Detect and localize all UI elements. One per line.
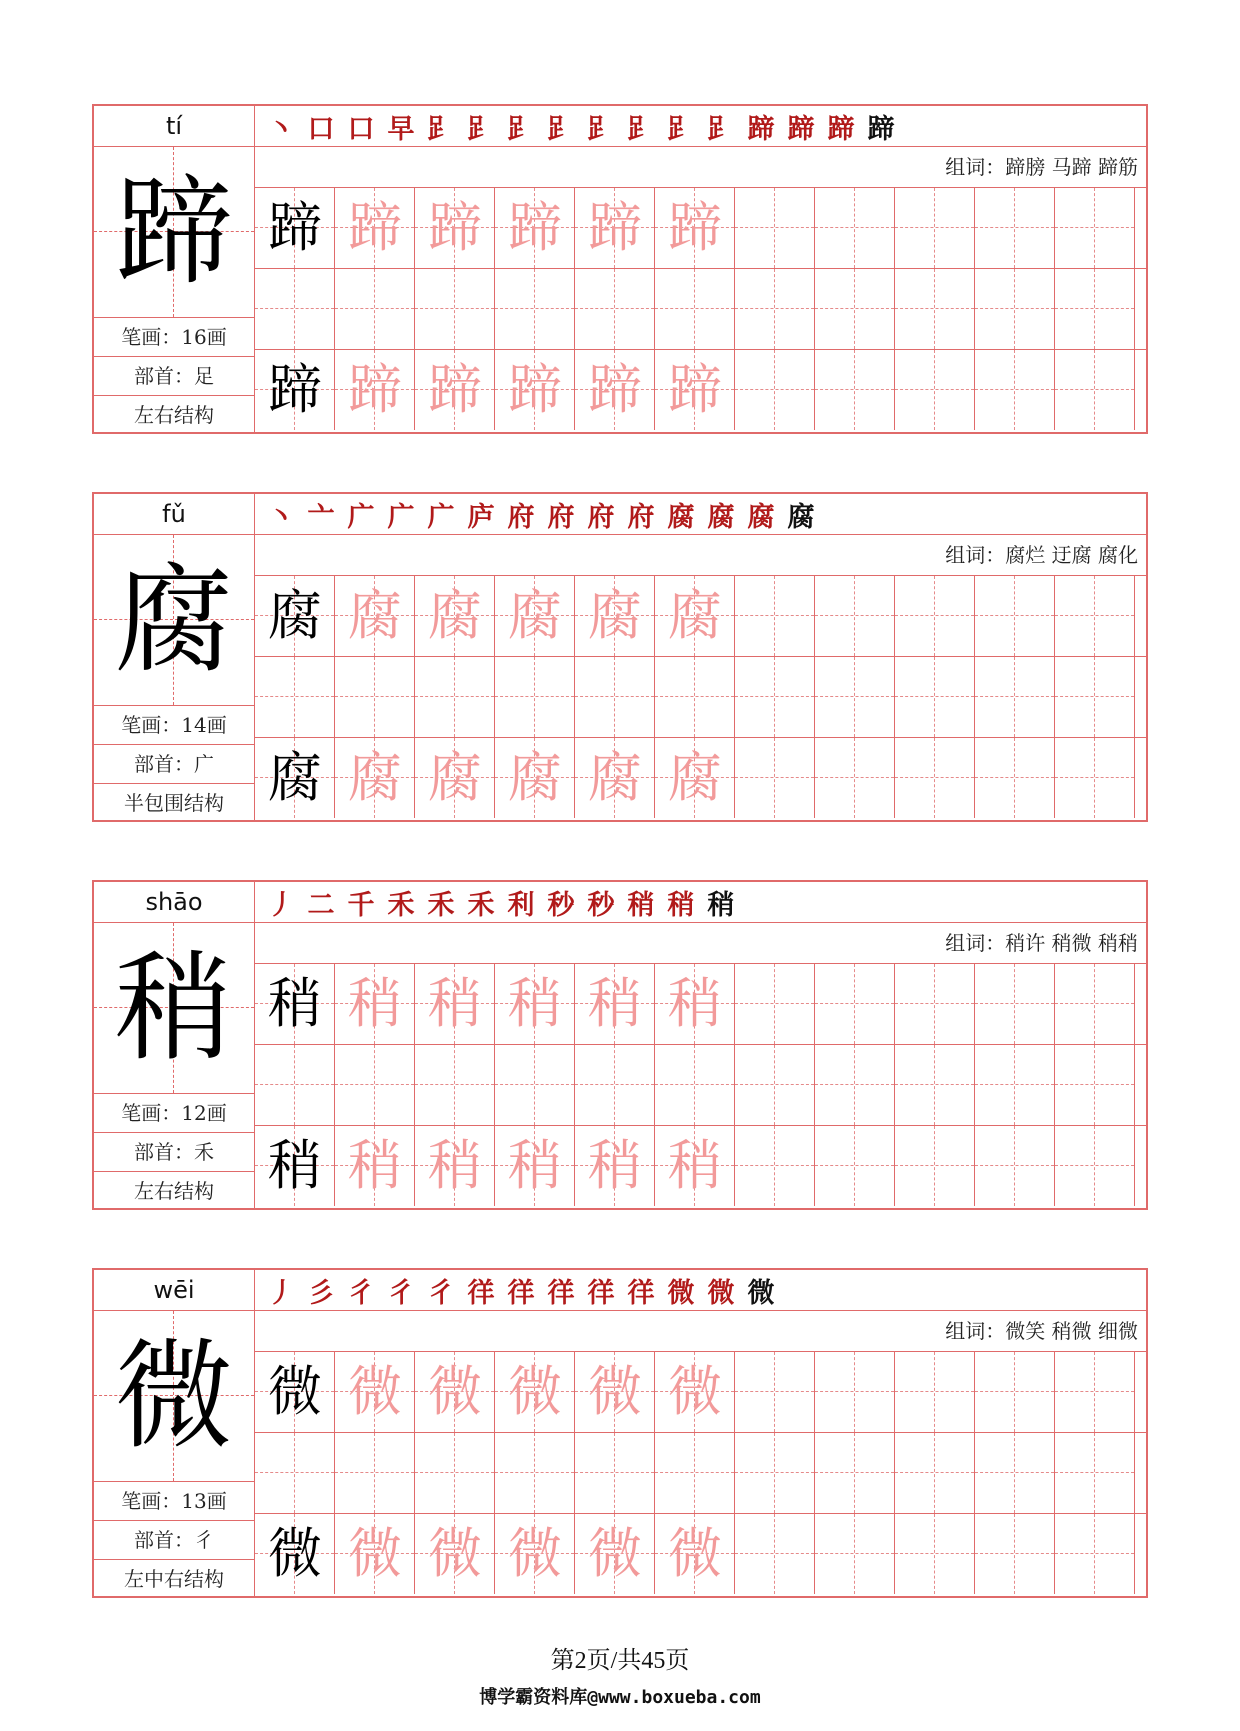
practice-cell[interactable]: [255, 964, 335, 1044]
practice-cell[interactable]: [575, 576, 655, 656]
practice-cell[interactable]: [495, 657, 575, 737]
practice-row: [255, 1045, 1146, 1126]
practice-cell[interactable]: [495, 964, 575, 1044]
practice-row: [255, 964, 1146, 1045]
practice-cell[interactable]: [975, 188, 1055, 268]
stroke-step: 彡: [307, 1277, 335, 1309]
practice-cell[interactable]: [335, 1045, 415, 1125]
trace-character: 腐: [588, 584, 642, 647]
practice-cell[interactable]: [495, 1352, 575, 1432]
practice-cell[interactable]: [255, 1126, 335, 1206]
practice-cell[interactable]: [895, 738, 975, 818]
structure: 左中右结构: [124, 1567, 224, 1591]
trace-character: 微: [428, 1360, 482, 1423]
big-character: 微: [114, 1327, 233, 1465]
structure: 左右结构: [134, 403, 214, 427]
trace-character: 腐: [508, 584, 562, 647]
stroke-step: 丶: [267, 501, 295, 533]
big-character: 腐: [114, 551, 233, 689]
big-character-box: [94, 535, 254, 706]
practice-cell[interactable]: [495, 576, 575, 656]
trace-character: 微: [508, 1522, 562, 1585]
stroke-order: [255, 882, 1146, 923]
practice-cell[interactable]: [1055, 1514, 1135, 1594]
practice-cell[interactable]: [815, 188, 895, 268]
practice-cell[interactable]: [335, 1433, 415, 1513]
character-card: [92, 880, 1148, 1210]
practice-cell[interactable]: [335, 964, 415, 1044]
trace-character: 微: [588, 1360, 642, 1423]
trace-character: 稍: [348, 972, 402, 1035]
practice-cell[interactable]: [335, 1514, 415, 1594]
stroke-step: 丿: [267, 889, 295, 921]
stroke-step: 府: [507, 501, 535, 533]
trace-character: 蹄: [428, 196, 482, 259]
practice-cell[interactable]: [335, 1352, 415, 1432]
practice-cell[interactable]: [655, 1126, 735, 1206]
stroke-order: [255, 494, 1146, 535]
practice-cell[interactable]: [735, 964, 815, 1044]
practice-cell[interactable]: [975, 269, 1055, 349]
practice-cell[interactable]: [975, 1045, 1055, 1125]
stroke-step: 禾: [427, 889, 455, 921]
practice-cell[interactable]: [815, 1433, 895, 1513]
practice-cell[interactable]: [815, 1352, 895, 1432]
trace-character: 稍: [668, 972, 722, 1035]
practice-cell[interactable]: [255, 188, 335, 268]
practice-cell[interactable]: [735, 1045, 815, 1125]
practice-row: [255, 1126, 1146, 1206]
practice-row: [255, 188, 1146, 269]
practice-cell[interactable]: [495, 738, 575, 818]
practice-cell[interactable]: [895, 576, 975, 656]
trace-character: 稍: [508, 1134, 562, 1197]
stroke-step: 𧾷: [667, 113, 695, 145]
big-character-box: [94, 147, 254, 318]
stroke-step: 微: [667, 1277, 695, 1309]
practice-cell[interactable]: [1055, 269, 1135, 349]
practice-cell[interactable]: [415, 188, 495, 268]
pinyin: tí: [94, 106, 254, 147]
practice-cell[interactable]: [335, 657, 415, 737]
model-character: 微: [268, 1360, 322, 1423]
stroke-step: 𧾷: [627, 113, 655, 145]
practice-cell[interactable]: [575, 738, 655, 818]
trace-character: 稍: [588, 1134, 642, 1197]
practice-cell[interactable]: [735, 188, 815, 268]
pinyin: wēi: [94, 1270, 254, 1311]
stroke-step: 徉: [507, 1277, 535, 1309]
character-card: [92, 1268, 1148, 1598]
stroke-step: 二: [307, 889, 335, 921]
practice-cell[interactable]: [1055, 1433, 1135, 1513]
practice-cell[interactable]: [335, 738, 415, 818]
practice-cell[interactable]: [975, 738, 1055, 818]
practice-cell[interactable]: [255, 1433, 335, 1513]
stroke-step: 𧾷: [547, 113, 575, 145]
practice-cell[interactable]: [735, 1352, 815, 1432]
practice-cell[interactable]: [1055, 1126, 1135, 1206]
stroke-step: 禾: [467, 889, 495, 921]
stroke-step: 腐: [747, 501, 775, 533]
stroke-step: 广: [427, 501, 455, 533]
practice-cell[interactable]: [815, 576, 895, 656]
trace-character: 微: [348, 1360, 402, 1423]
radical: 部首：禾: [94, 1133, 254, 1172]
trace-character: 蹄: [348, 358, 402, 421]
practice-cell[interactable]: [975, 576, 1055, 656]
stroke-step: 丶: [267, 113, 295, 145]
structure: 左右结构: [134, 1179, 214, 1203]
character-info-panel: [94, 106, 255, 432]
practice-cell[interactable]: [335, 350, 415, 430]
trace-character: 腐: [348, 584, 402, 647]
practice-cell[interactable]: [1055, 188, 1135, 268]
stroke-step: 𧾷: [427, 113, 455, 145]
stroke-step: 千: [347, 889, 375, 921]
big-character-box: [94, 923, 254, 1094]
practice-cell[interactable]: [575, 1514, 655, 1594]
trace-character: 蹄: [508, 358, 562, 421]
radical: 部首：彳: [94, 1521, 254, 1560]
practice-cell[interactable]: [415, 738, 495, 818]
practice-cell[interactable]: [495, 1126, 575, 1206]
practice-row: [255, 657, 1146, 738]
word-examples: 组词：蹄膀 马蹄 蹄筋: [255, 147, 1146, 188]
practice-cell[interactable]: [895, 1126, 975, 1206]
stroke-step: 𧾷: [467, 113, 495, 145]
practice-cell[interactable]: [415, 657, 495, 737]
trace-character: 腐: [428, 746, 482, 809]
practice-cell[interactable]: [575, 964, 655, 1044]
practice-cell[interactable]: [255, 576, 335, 656]
big-character: 稍: [114, 939, 233, 1077]
practice-cell[interactable]: [735, 576, 815, 656]
practice-cell[interactable]: [495, 188, 575, 268]
practice-cell[interactable]: [575, 1126, 655, 1206]
practice-cell[interactable]: [895, 1352, 975, 1432]
practice-cell[interactable]: [255, 657, 335, 737]
practice-cell[interactable]: [735, 1433, 815, 1513]
stroke-step: 彳: [387, 1277, 415, 1309]
pinyin: shāo: [94, 882, 254, 923]
trace-character: 稍: [428, 1134, 482, 1197]
practice-cell[interactable]: [815, 269, 895, 349]
practice-cell[interactable]: [815, 1045, 895, 1125]
practice-cell[interactable]: [895, 350, 975, 430]
site-watermark: 博学霸资料库@www.boxueba.com: [479, 1687, 761, 1708]
stroke-step: 口: [307, 113, 335, 145]
practice-cell[interactable]: [575, 350, 655, 430]
stroke-count: 笔画：13画: [94, 1482, 254, 1521]
big-character: 蹄: [114, 163, 233, 301]
stroke-step: 丿: [267, 1277, 295, 1309]
practice-row: [255, 1514, 1146, 1594]
practice-cell[interactable]: [975, 1433, 1055, 1513]
trace-character: 腐: [428, 584, 482, 647]
model-character: 蹄: [268, 196, 322, 259]
practice-cell[interactable]: [815, 964, 895, 1044]
practice-cell[interactable]: [1055, 350, 1135, 430]
practice-cell[interactable]: [655, 1514, 735, 1594]
practice-cell[interactable]: [975, 964, 1055, 1044]
character-card: [92, 492, 1148, 822]
trace-character: 腐: [348, 746, 402, 809]
practice-cell[interactable]: [895, 269, 975, 349]
practice-cell[interactable]: [895, 1514, 975, 1594]
model-character: 稍: [268, 972, 322, 1035]
practice-cell[interactable]: [415, 350, 495, 430]
radical: 部首：足: [94, 357, 254, 396]
stroke-step: 腐: [667, 501, 695, 533]
model-character: 腐: [268, 584, 322, 647]
practice-cell[interactable]: [415, 1352, 495, 1432]
practice-cell[interactable]: [655, 964, 735, 1044]
practice-cell[interactable]: [655, 1045, 735, 1125]
stroke-step: 早: [387, 113, 415, 145]
practice-cell[interactable]: [575, 188, 655, 268]
stroke-step: 蹄: [747, 113, 775, 145]
practice-cell[interactable]: [415, 269, 495, 349]
stroke-step: 徉: [587, 1277, 615, 1309]
structure: 半包围结构: [124, 791, 224, 815]
practice-row: [255, 350, 1146, 430]
practice-cell[interactable]: [975, 350, 1055, 430]
stroke-step: 微: [707, 1277, 735, 1309]
trace-character: 蹄: [668, 358, 722, 421]
practice-cell[interactable]: [255, 1514, 335, 1594]
practice-cell[interactable]: [895, 964, 975, 1044]
practice-cell[interactable]: [575, 1045, 655, 1125]
stroke-step: 徉: [467, 1277, 495, 1309]
practice-cell[interactable]: [895, 657, 975, 737]
practice-cell[interactable]: [575, 657, 655, 737]
practice-cell[interactable]: [975, 1126, 1055, 1206]
practice-cell[interactable]: [735, 657, 815, 737]
practice-cell[interactable]: [495, 350, 575, 430]
stroke-count: 笔画：12画: [94, 1094, 254, 1133]
stroke-step: 广: [387, 501, 415, 533]
stroke-step: 腐: [707, 501, 735, 533]
trace-character: 稍: [668, 1134, 722, 1197]
character-info-panel: [94, 1270, 255, 1596]
practice-cell[interactable]: [335, 269, 415, 349]
stroke-step: 𧾷: [707, 113, 735, 145]
practice-cell[interactable]: [1055, 738, 1135, 818]
practice-row: [255, 269, 1146, 350]
stroke-step: 利: [507, 889, 535, 921]
practice-cell[interactable]: [815, 350, 895, 430]
practice-cell[interactable]: [255, 738, 335, 818]
practice-cell[interactable]: [895, 1045, 975, 1125]
stroke-count: 笔画：14画: [94, 706, 254, 745]
stroke-step: 禾: [387, 889, 415, 921]
stroke-step: 彳: [427, 1277, 455, 1309]
stroke-step: 徉: [547, 1277, 575, 1309]
stroke-step: 徉: [627, 1277, 655, 1309]
practice-cell[interactable]: [415, 1433, 495, 1513]
trace-character: 微: [668, 1522, 722, 1585]
practice-cell[interactable]: [655, 1433, 735, 1513]
practice-row: [255, 1433, 1146, 1514]
pinyin: fǔ: [94, 494, 254, 535]
practice-cell[interactable]: [815, 1126, 895, 1206]
practice-row: [255, 576, 1146, 657]
stroke-step: 口: [347, 113, 375, 145]
practice-cell[interactable]: [575, 1352, 655, 1432]
practice-cell[interactable]: [335, 188, 415, 268]
character-info-panel: [94, 882, 255, 1208]
model-character: 微: [268, 1522, 322, 1585]
word-examples: 组词：微笑 稍微 细微: [255, 1311, 1146, 1352]
trace-character: 稍: [588, 972, 642, 1035]
practice-cell[interactable]: [655, 576, 735, 656]
stroke-count: 笔画：16画: [94, 318, 254, 357]
stroke-step: 庐: [467, 501, 495, 533]
practice-cell[interactable]: [655, 1352, 735, 1432]
practice-cell[interactable]: [735, 738, 815, 818]
practice-cell[interactable]: [975, 1514, 1055, 1594]
stroke-step: 稍: [667, 889, 695, 921]
practice-cell[interactable]: [335, 1126, 415, 1206]
page-number: 第2页/共45页: [550, 1648, 690, 1674]
big-character-box: [94, 1311, 254, 1482]
stroke-step: 腐: [787, 501, 815, 533]
practice-cell[interactable]: [655, 738, 735, 818]
practice-cell[interactable]: [415, 1126, 495, 1206]
practice-cell[interactable]: [815, 738, 895, 818]
practice-cell[interactable]: [975, 1352, 1055, 1432]
practice-cell[interactable]: [735, 350, 815, 430]
practice-cell[interactable]: [895, 188, 975, 268]
practice-cell[interactable]: [655, 188, 735, 268]
stroke-step: 彳: [347, 1277, 375, 1309]
trace-character: 微: [668, 1360, 722, 1423]
model-character: 稍: [268, 1134, 322, 1197]
practice-row: [255, 738, 1146, 818]
character-info-panel: [94, 494, 255, 820]
trace-character: 微: [588, 1522, 642, 1585]
trace-character: 稍: [428, 972, 482, 1035]
practice-cell[interactable]: [415, 1514, 495, 1594]
model-character: 腐: [268, 746, 322, 809]
practice-cell[interactable]: [255, 1045, 335, 1125]
model-character: 蹄: [268, 358, 322, 421]
practice-cell[interactable]: [1055, 964, 1135, 1044]
trace-character: 微: [508, 1360, 562, 1423]
trace-character: 蹄: [348, 196, 402, 259]
practice-cell[interactable]: [1055, 657, 1135, 737]
stroke-step: 𧾷: [587, 113, 615, 145]
trace-character: 稍: [348, 1134, 402, 1197]
stroke-step: 𧾷: [507, 113, 535, 145]
stroke-step: 秒: [587, 889, 615, 921]
trace-character: 腐: [668, 584, 722, 647]
practice-cell[interactable]: [495, 1045, 575, 1125]
stroke-step: 稍: [707, 889, 735, 921]
trace-character: 蹄: [588, 358, 642, 421]
word-examples: 组词：腐烂 迂腐 腐化: [255, 535, 1146, 576]
stroke-step: 亠: [307, 501, 335, 533]
trace-character: 腐: [508, 746, 562, 809]
stroke-order: [255, 1270, 1146, 1311]
trace-character: 微: [428, 1522, 482, 1585]
practice-row: [255, 1352, 1146, 1433]
practice-cell[interactable]: [895, 1433, 975, 1513]
trace-character: 腐: [588, 746, 642, 809]
practice-cell[interactable]: [655, 657, 735, 737]
practice-cell[interactable]: [335, 576, 415, 656]
stroke-step: 蹄: [787, 113, 815, 145]
stroke-step: 微: [747, 1277, 775, 1309]
stroke-order: [255, 106, 1146, 147]
trace-character: 蹄: [428, 358, 482, 421]
stroke-step: 广: [347, 501, 375, 533]
practice-cell[interactable]: [975, 657, 1055, 737]
character-card: [92, 104, 1148, 434]
word-examples: 组词：稍许 稍微 稍稍: [255, 923, 1146, 964]
practice-cell[interactable]: [815, 657, 895, 737]
practice-cell[interactable]: [415, 964, 495, 1044]
practice-cell[interactable]: [655, 269, 735, 349]
practice-cell[interactable]: [1055, 1352, 1135, 1432]
trace-character: 微: [348, 1522, 402, 1585]
practice-cell[interactable]: [255, 350, 335, 430]
trace-character: 稍: [508, 972, 562, 1035]
stroke-step: 蹄: [827, 113, 855, 145]
radical: 部首：广: [94, 745, 254, 784]
trace-character: 蹄: [588, 196, 642, 259]
practice-cell[interactable]: [1055, 576, 1135, 656]
stroke-step: 稍: [627, 889, 655, 921]
practice-cell[interactable]: [495, 1433, 575, 1513]
stroke-step: 府: [627, 501, 655, 533]
practice-cell[interactable]: [255, 1352, 335, 1432]
practice-cell[interactable]: [495, 269, 575, 349]
stroke-step: 蹄: [867, 113, 895, 145]
practice-cell[interactable]: [815, 1514, 895, 1594]
practice-cell[interactable]: [575, 1433, 655, 1513]
practice-cell[interactable]: [495, 1514, 575, 1594]
practice-cell[interactable]: [575, 269, 655, 349]
stroke-step: 府: [547, 501, 575, 533]
practice-cell[interactable]: [735, 269, 815, 349]
trace-character: 腐: [668, 746, 722, 809]
practice-cell[interactable]: [415, 576, 495, 656]
practice-cell[interactable]: [415, 1045, 495, 1125]
practice-cell[interactable]: [255, 269, 335, 349]
trace-character: 蹄: [508, 196, 562, 259]
practice-cell[interactable]: [735, 1126, 815, 1206]
practice-cell[interactable]: [735, 1514, 815, 1594]
practice-cell[interactable]: [655, 350, 735, 430]
stroke-step: 府: [587, 501, 615, 533]
trace-character: 蹄: [668, 196, 722, 259]
practice-cell[interactable]: [1055, 1045, 1135, 1125]
stroke-step: 秒: [547, 889, 575, 921]
